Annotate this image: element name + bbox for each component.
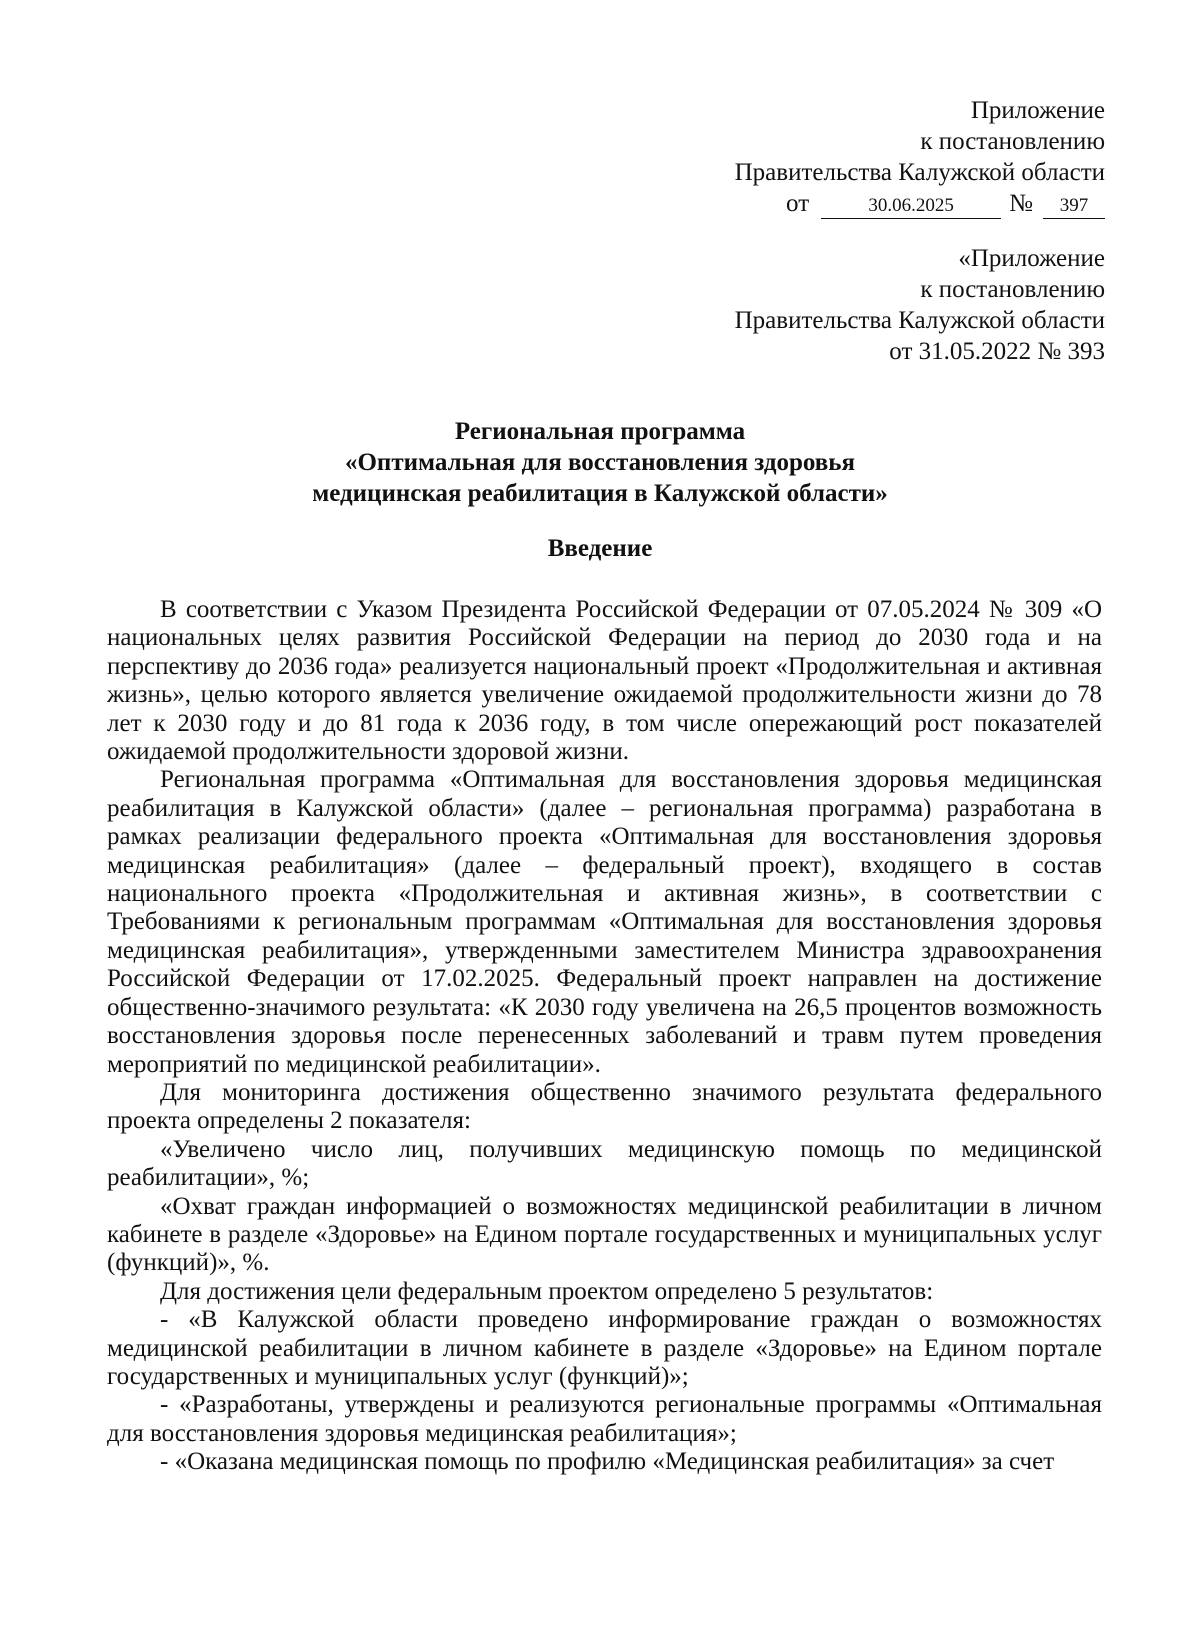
original-appendix-label: «Приложение <box>958 245 1105 272</box>
appendix-resolution-label: к постановлению <box>920 128 1105 155</box>
original-date-number: от 31.05.2022 № 393 <box>889 338 1105 365</box>
original-appendix-header <box>735 243 1105 367</box>
paragraph: «Увеличено число лиц, получивших медицинскую помощь по медицинской реабилитации», %; <box>107 1135 1102 1192</box>
paragraph: «Охват граждан информацией о возможностях медицинской реабилитации в личном кабинете в разделе «Здоровье» на Едином портале государственных и муниципальных услуг (функций)», %. <box>107 1192 1102 1277</box>
title-line-2: «Оптимальная для восстановления здоровья <box>344 449 856 476</box>
appendix-date-number-line <box>735 188 1105 219</box>
resolution-date-field: 30.06.2025 <box>821 194 1001 219</box>
paragraph: Для достижения цели федеральным проектом определено 5 результатов: <box>160 1277 934 1305</box>
resolution-number-field: 397 <box>1043 194 1105 219</box>
paragraph: Региональная программа «Оптимальная для восстановления здоровья медицинская реабилитация в Калужской области» (далее – региональная программа) разработана в рамках реализации федерального проекта «Оптимальная для восстановления здоровья медицинская реабилитация» (далее – федеральный проект), входящего в состав национального проекта «Продолжительная и активная жизнь», в соответствии с Требованиями к региональным программам «Оптимальная для восстановления здоровья медицинская реабилитация», утвержденными заместителем Министра здравоохранения Российской Федерации от 17.02.2025. Федеральный проект направлен на достижение общественно-значимого результата: «К 2030 году увеличена на 26,5 процентов возможность восстановления здоровья после перенесенных заболеваний и травм путем проведения мероприятий по медицинской реабилитации». <box>107 766 1102 1078</box>
list-item: - «Оказана медицинская помощь по профилю «Медицинская реабилитация» за счет <box>160 1448 1055 1476</box>
date-prefix: от <box>786 190 810 217</box>
document-title <box>100 416 1100 509</box>
list-item: - «В Калужской области проведено информирование граждан о возможностях медицинской реабилитации в личном кабинете в разделе «Здоровье» на Едином портале государственных и муниципальных услуг (функций)»; <box>107 1306 1102 1390</box>
appendix-label: Приложение <box>970 97 1105 124</box>
original-government-label: Правительства Калужской области <box>734 307 1105 334</box>
paragraph: В соответствии с Указом Президента Российской Федерации от 07.05.2024 № 309 «О национальных целях развития Российской Федерации на период до 2030 года и на перспективу до 2036 года» реализуется национальный проект «Продолжительная и активная жизнь», целью которого является увеличение ожидаемой продолжительности жизни до 78 лет к 2030 году и до 81 года к 2036 году, в том числе опережающий рост показателей ожидаемой продолжительности здоровой жизни. <box>107 596 1102 766</box>
appendix-header <box>735 95 1105 219</box>
original-resolution-label: к постановлению <box>920 276 1105 303</box>
list-item: - «Разработаны, утверждены и реализуются региональные программы «Оптимальная для восстановления здоровья медицинская реабилитация»; <box>107 1391 1102 1447</box>
title-line-3: медицинская реабилитация в Калужской области» <box>312 480 888 507</box>
section-heading: Введение <box>547 535 653 562</box>
appendix-government-label: Правительства Калужской области <box>734 159 1105 186</box>
document-body <box>107 596 1102 1477</box>
title-line-1: Региональная программа <box>454 418 746 445</box>
number-prefix: № <box>1009 190 1033 217</box>
paragraph: Для мониторинга достижения общественно значимого результата федерального проекта определены 2 показателя: <box>107 1078 1102 1135</box>
